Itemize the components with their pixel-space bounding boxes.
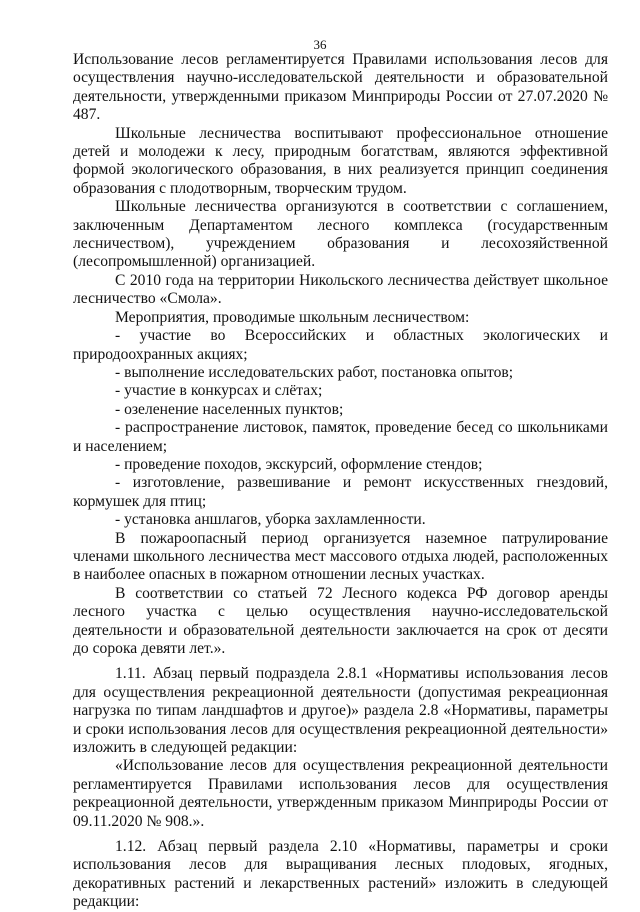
paragraph-item-1-12: 1.12. Абзац первый раздела 2.10 «Нормативы, параметры и сроки использования лесов для выращивания лесных плодовых, ягодных, декоративных растений и лекарственных растений» изложить в следующей редакции: [73, 838, 608, 911]
list-item: - проведение походов, экскурсий, оформление стендов; [115, 455, 483, 473]
paragraph-recreation-regulation: «Использование лесов для осуществления рекреационной деятельности регламентируется Правилами использования лесов для осуществления рекреационной деятельности, утвержденным приказом Минприроды России от 09.11.2020 № 908.». [73, 757, 608, 830]
list-item: - распространение листовок, памяток, проведение бесед со школьниками и населением; [73, 419, 608, 455]
list-item: - выполнение исследовательских работ, постановка опытов; [115, 363, 514, 381]
list-item: - участие в конкурсах и слётах; [115, 382, 323, 400]
spacer [73, 831, 608, 838]
paragraph-school-forestry-organization: Школьные лесничества организуются в соответствии с соглашением, заключенным Департаментом лесного комплекса (государственным лесничеством), учреждением образования и лесохозяйственной (лесопромышленной) организацией. [73, 198, 608, 271]
paragraph-fire-patrol: В пожароопасный период организуется наземное патрулирование членами школьного лесничества мест массового отдыха людей, расположенных в наиболее опасных в пожарном отношении лесных участках. [73, 529, 608, 584]
list-item: - установка аншлагов, уборка захламленности. [115, 511, 426, 529]
page-number: 36 [313, 37, 327, 52]
page-body [73, 51, 608, 912]
spacer [73, 658, 608, 665]
paragraph-smola-forestry: С 2010 года на территории Никольского лесничества действует школьное лесничество «Смола». [73, 271, 608, 308]
paragraph-activities-heading: Мероприятия, проводимые школьным лесничеством: [115, 308, 470, 326]
paragraph-school-forestry-purpose: Школьные лесничества воспитывают профессиональное отношение детей и молодежи к лесу, природным богатствам, являются эффективной формой экологического образования, в них реализуется принцип соединения образования с плодотворным, творческим трудом. [73, 124, 608, 197]
paragraph-forest-use-regulation: Использование лесов регламентируется Правилами использования лесов для осуществления научно-исследовательской деятельности и образовательной деятельности, утвержденными приказом Минприроды России от 27.07.2020 № 487. [73, 51, 608, 124]
paragraph-lease-term: В соответствии со статьей 72 Лесного кодекса РФ договор аренды лесного участка с целью осуществления научно-исследовательской деятельности и образовательной деятельности заключается на срок от десяти до сорока девяти лет.». [73, 584, 608, 657]
list-item: - озеленение населенных пунктов; [115, 400, 344, 418]
list-item: - изготовление, развешивание и ремонт искусственных гнездовий, кормушек для птиц; [73, 474, 608, 510]
list-item: - участие во Всероссийских и областных экологических и природоохранных акциях; [73, 327, 608, 363]
paragraph-item-1-11: 1.11. Абзац первый подраздела 2.8.1 «Нормативы использования лесов для осуществления рекреационной деятельности (допустимая рекреационная нагрузка по типам ландшафтов и другое)» раздела 2.8 «Нормативы, параметры и сроки использования лесов для осуществления рекреационной деятельности» изложить в следующей редакции: [73, 665, 608, 757]
